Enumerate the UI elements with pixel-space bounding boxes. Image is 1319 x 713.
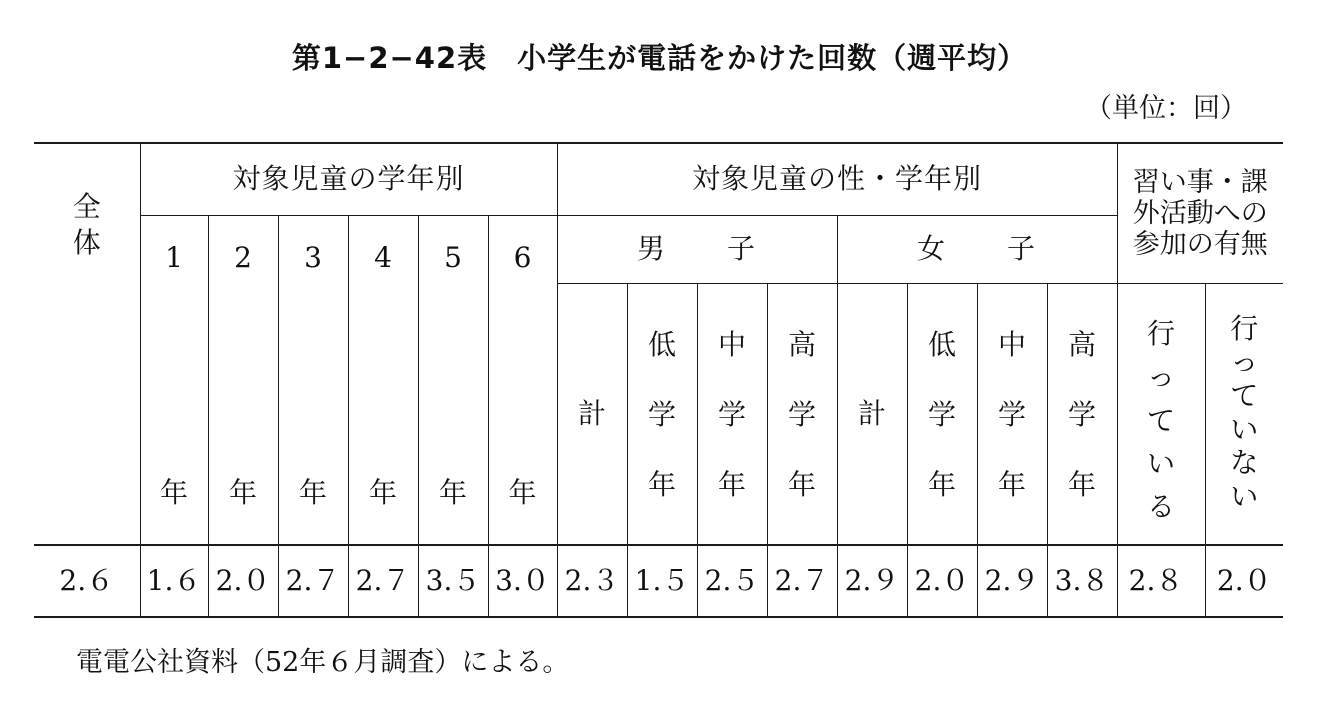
table-title: 第1−2−42表 小学生が電話をかけた回数（週平均） bbox=[291, 41, 1028, 75]
activities-header-text: 習い事・課外活動への参加の有無 bbox=[1132, 166, 1268, 260]
unit-label: （単位：回） bbox=[1085, 93, 1247, 124]
not-attending-header bbox=[1205, 283, 1283, 545]
phone-calls-table bbox=[34, 142, 1283, 618]
attending-label: 行っている bbox=[1147, 316, 1176, 524]
high-grade-label: 高学年 bbox=[1068, 327, 1097, 501]
grade-2-header bbox=[208, 215, 278, 545]
grade-4-header bbox=[348, 215, 418, 545]
male-middle-header bbox=[697, 283, 767, 545]
activities-header bbox=[1117, 143, 1283, 283]
grade-suffix: 年 bbox=[159, 475, 188, 509]
grade-2-value: 2.０ bbox=[208, 545, 278, 617]
grade-suffix: 年 bbox=[438, 475, 467, 509]
middle-grade-label: 中学年 bbox=[718, 327, 747, 501]
grade-number: 4 bbox=[374, 240, 392, 274]
attending-header bbox=[1117, 283, 1205, 545]
grade-number: 1 bbox=[165, 240, 183, 274]
female-low-value: 2.０ bbox=[907, 545, 977, 617]
grade-6-value: 3.０ bbox=[488, 545, 557, 617]
male-low-value: 1.５ bbox=[627, 545, 697, 617]
total-label: 計 bbox=[577, 396, 606, 430]
high-grade-label: 高学年 bbox=[788, 327, 817, 501]
male-total-value: 2.３ bbox=[557, 545, 627, 617]
male-high-header bbox=[767, 283, 837, 545]
female-total-value: 2.９ bbox=[837, 545, 907, 617]
by-sex-grade-header: 対象児童の性・学年別 bbox=[557, 143, 1117, 215]
grade-4-value: 2.７ bbox=[348, 545, 418, 617]
overall-header-text: 全体 bbox=[72, 190, 101, 260]
overall-value: 2.６ bbox=[34, 545, 140, 617]
grade-suffix: 年 bbox=[368, 475, 397, 509]
grade-3-header bbox=[278, 215, 348, 545]
not-attending-label: 行っていない bbox=[1230, 311, 1259, 513]
female-middle-value: 2.９ bbox=[977, 545, 1047, 617]
female-middle-header bbox=[977, 283, 1047, 545]
grade-5-value: 3.５ bbox=[418, 545, 488, 617]
grade-suffix: 年 bbox=[508, 475, 537, 509]
male-total-header bbox=[557, 283, 627, 545]
source-note: 電電公社資料（52年６月調査）による。 bbox=[76, 647, 570, 678]
middle-grade-label: 中学年 bbox=[998, 327, 1027, 501]
by-grade-header: 対象児童の学年別 bbox=[140, 143, 557, 215]
male-high-value: 2.７ bbox=[767, 545, 837, 617]
grade-3-value: 2.７ bbox=[278, 545, 348, 617]
overall-header bbox=[34, 143, 140, 545]
female-low-header bbox=[907, 283, 977, 545]
grade-6-header bbox=[488, 215, 557, 545]
low-grade-label: 低学年 bbox=[648, 327, 677, 501]
female-high-header bbox=[1047, 283, 1117, 545]
grade-number: 3 bbox=[304, 240, 322, 274]
grade-number: 5 bbox=[444, 240, 462, 274]
grade-5-header bbox=[418, 215, 488, 545]
not-attending-value: 2.０ bbox=[1205, 545, 1283, 617]
grade-suffix: 年 bbox=[298, 475, 327, 509]
grade-number: 2 bbox=[234, 240, 252, 274]
male-middle-value: 2.５ bbox=[697, 545, 767, 617]
grade-number: 6 bbox=[513, 240, 532, 274]
low-grade-label: 低学年 bbox=[928, 327, 957, 501]
table-row bbox=[34, 545, 1283, 617]
female-header: 女 子 bbox=[837, 215, 1117, 283]
grade-1-value: 1.６ bbox=[140, 545, 208, 617]
female-high-value: 3.８ bbox=[1047, 545, 1117, 617]
female-total-header bbox=[837, 283, 907, 545]
grade-suffix: 年 bbox=[228, 475, 257, 509]
male-low-header bbox=[627, 283, 697, 545]
attending-value: 2.８ bbox=[1117, 545, 1205, 617]
male-header: 男 子 bbox=[557, 215, 837, 283]
grade-1-header bbox=[140, 215, 208, 545]
total-label: 計 bbox=[857, 396, 886, 430]
